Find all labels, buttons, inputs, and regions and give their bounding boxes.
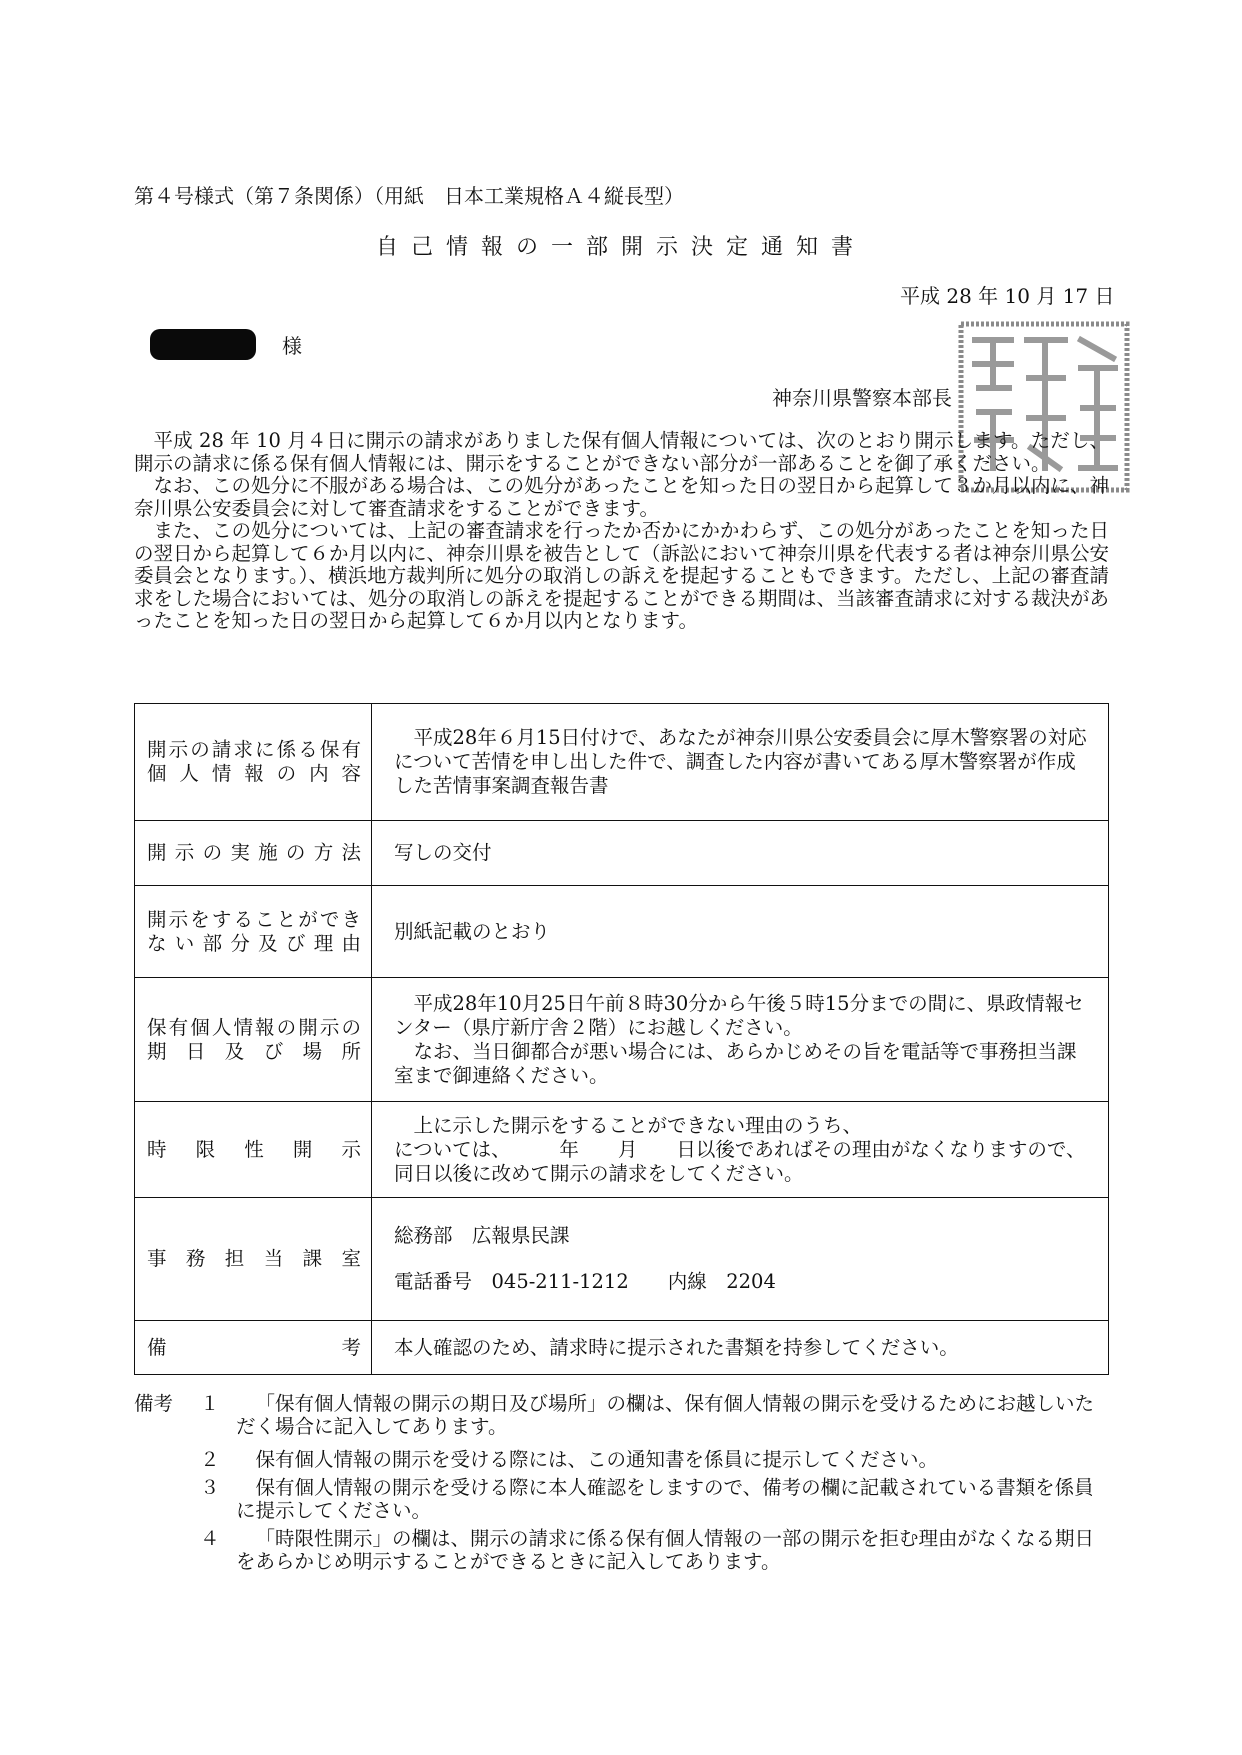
- table-row: [135, 886, 1109, 978]
- remarks-value: 本人確認のため、請求時に提示された書類を持参してください。: [372, 1321, 1109, 1375]
- document-title: 自己情報の一部開示決定通知書: [375, 235, 866, 260]
- footnote-number: ２: [200, 1448, 220, 1471]
- table-row: [135, 1321, 1109, 1375]
- footnote-item: [200, 1449, 1109, 1472]
- timelimit-label: 時限性開示: [135, 1102, 372, 1198]
- body-paragraph-1: 平成 28 年 10 月４日に開示の請求がありました保有個人情報については、次のとおり開示します。ただし、開示の請求に係る保有個人情報には、開示をすることができない部分が一部あることを御了承ください。: [134, 429, 1109, 475]
- sender-name: 神奈川県警察本部長: [772, 386, 952, 410]
- office-label: 事務担当課室: [135, 1198, 372, 1321]
- office-phone: 電話番号 045-211-1212 内線 2204: [394, 1270, 776, 1293]
- table-row: [135, 821, 1109, 886]
- table-row: [135, 704, 1109, 821]
- footnotes-heading: 備考: [134, 1392, 174, 1415]
- body-paragraph-3: また、この処分については、上記の審査請求を行ったか否かにかかわらず、この処分があったことを知った日の翌日から起算して６か月以内に、神奈川県を被告として（訴訟において神奈川県を代表する者は神奈川県公安委員会となります。）、横浜地方裁判所に処分の取消しの訴えを提起することもできます。ただし、上記の審査請求をした場合においては、処分の取消しの訴えを提起することができる期間は、当該審査請求に対する裁決があったことを知った日の翌日から起算して６か月以内となります。: [134, 519, 1110, 632]
- footnote-number: １: [200, 1392, 220, 1415]
- notice-body: [134, 430, 1109, 633]
- footnote-number: ４: [200, 1527, 220, 1550]
- nondisclosed-label: 開示をすることができない部分及び理由: [135, 886, 372, 978]
- schedule-line-2: なお、当日御都合が悪い場合には、あらかじめその旨を電話等で事務担当課室まで御連絡ください。: [394, 1039, 1077, 1087]
- content-label: 開示の請求に係る保有個人情報の内容: [135, 704, 372, 821]
- timelimit-line-1: 上に示した開示をすることができない理由のうち、: [413, 1113, 863, 1137]
- schedule-line-1: 平成28年10月25日午前８時30分から午後５時15分までの間に、県政情報センター（県庁新庁舎２階）にお越しください。: [394, 991, 1084, 1039]
- remarks-label: 備 考: [135, 1321, 372, 1375]
- form-number: 第４号様式（第７条関係）（用紙 日本工業規格Ａ４縦長型）: [134, 184, 684, 208]
- disclosure-table: [134, 703, 1109, 1375]
- timelimit-value: [372, 1102, 1109, 1198]
- footnote-text: 「保有個人情報の開示の期日及び場所」の欄は、保有個人情報の開示を受けるためにお越しいただく場合に記入してあります。: [236, 1392, 1095, 1438]
- seal-text: 神奈川県警察本部長之印: [989, 410, 1099, 421]
- timelimit-line-2: については、 年 月 日以後であればその理由がなくなりますので、同日以後に改めて開示の請求をしてください。: [394, 1137, 1086, 1185]
- footnote-text: 保有個人情報の開示を受ける際には、この通知書を係員に提示してください。: [255, 1448, 939, 1471]
- schedule-label: 保有個人情報の開示の期日及び場所: [135, 978, 372, 1102]
- footnote-item: [200, 1393, 1109, 1438]
- table-row: [135, 1198, 1109, 1321]
- issue-date: 平成 28 年 10 月 17 日: [900, 284, 1115, 308]
- footnote-number: ３: [200, 1476, 220, 1499]
- office-dept: 総務部 広報県民課: [394, 1224, 570, 1247]
- footnote-text: 保有個人情報の開示を受ける際に本人確認をしますので、備考の欄に記載されている書類を係員に提示してください。: [236, 1476, 1094, 1522]
- schedule-value: [372, 978, 1109, 1102]
- method-label: 開示の実施の方法: [135, 821, 372, 886]
- footnote-item: [200, 1477, 1109, 1522]
- footnote-item: [200, 1528, 1109, 1573]
- content-value: 平成28年６月15日付けで、あなたが神奈川県公安委員会に厚木警察署の対応について苦情を申し出した件で、調査した内容が書いてある厚木警察署が作成した苦情事案調査報告書: [372, 704, 1109, 821]
- nondisclosed-value: 別紙記載のとおり: [372, 886, 1109, 978]
- footnote-text: 「時限性開示」の欄は、開示の請求に係る保有個人情報の一部の開示を拒む理由がなくなる期日をあらかじめ明示することができるときに記入してあります。: [236, 1527, 1095, 1573]
- redacted-name: [150, 329, 256, 360]
- table-row: [135, 978, 1109, 1102]
- addressee-suffix: 様: [282, 334, 302, 358]
- office-value: [372, 1198, 1109, 1321]
- body-paragraph-2: なお、この処分に不服がある場合は、この処分があったことを知った日の翌日から起算して３か月以内に、神奈川県公安委員会に対して審査請求をすることができます。: [134, 474, 1109, 520]
- table-row: [135, 1102, 1109, 1198]
- method-value: 写しの交付: [372, 821, 1109, 886]
